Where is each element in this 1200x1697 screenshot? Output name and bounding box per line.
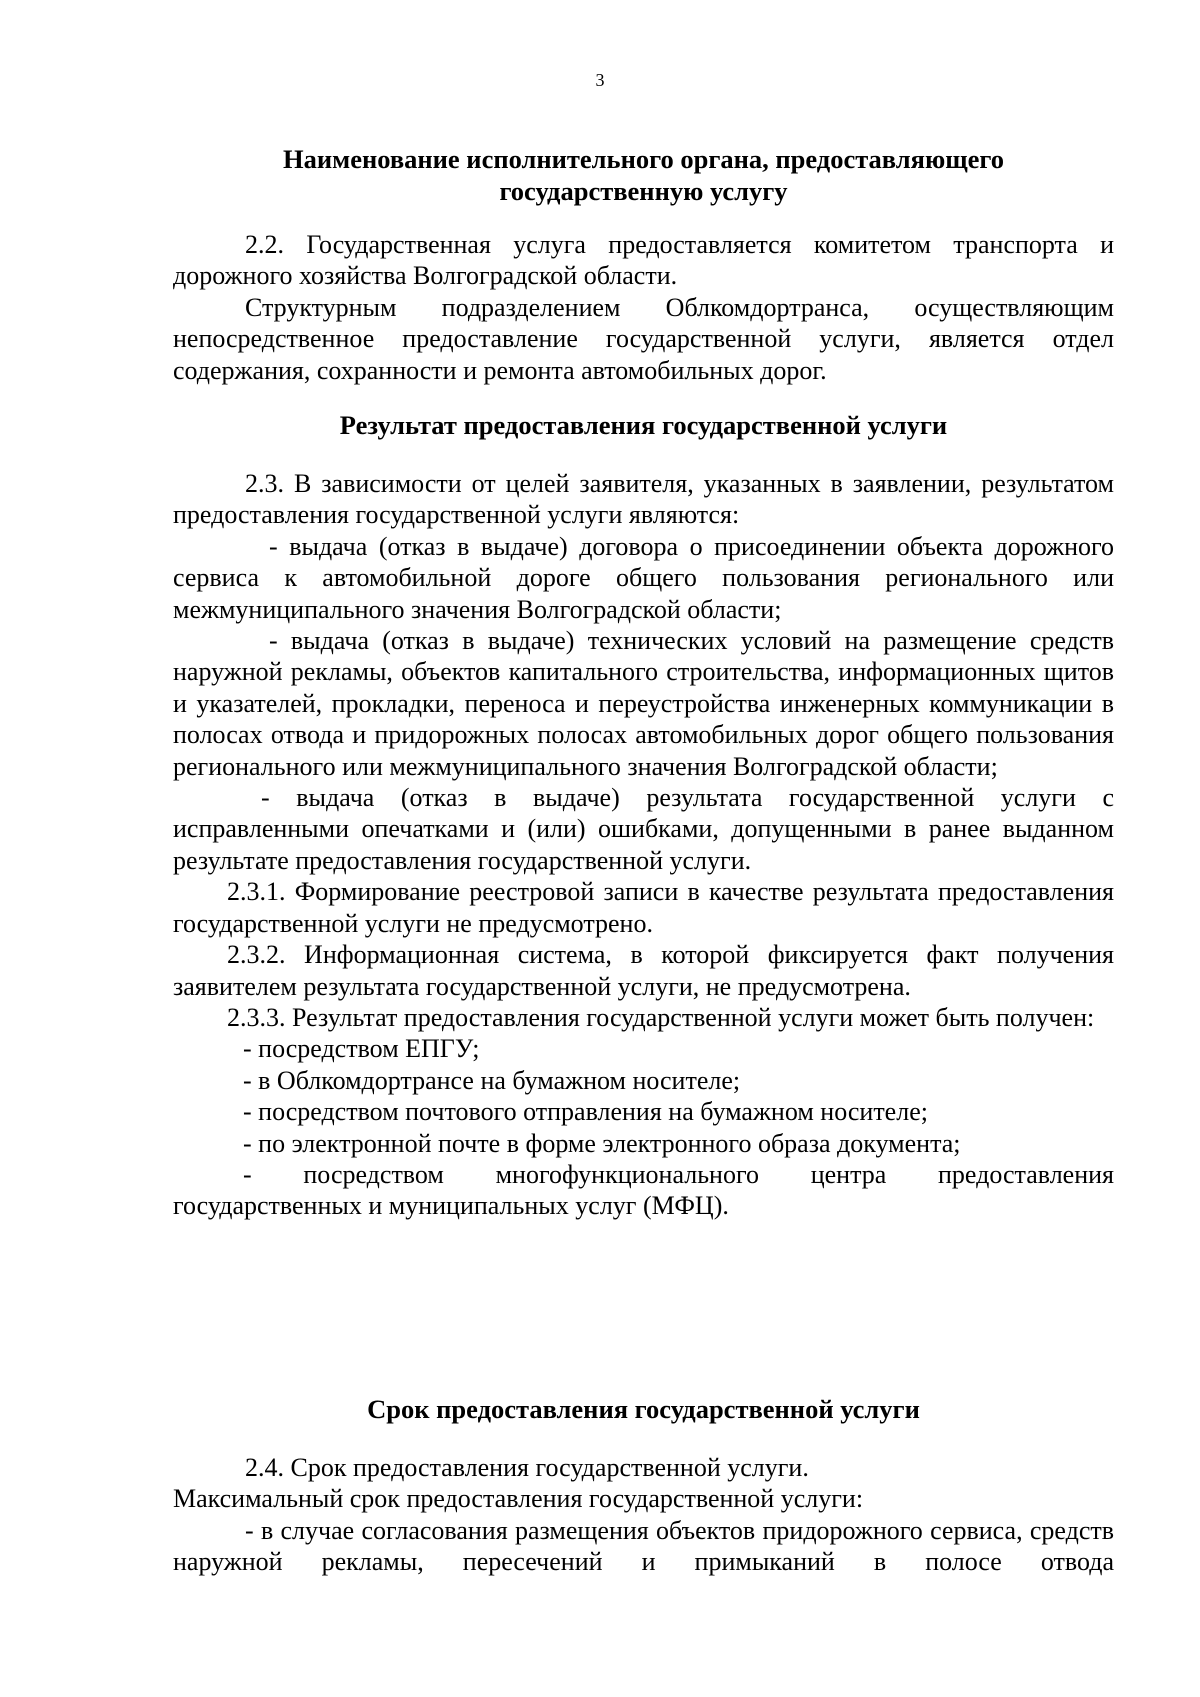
list-item-channel-1: - посредством ЕПГУ; <box>243 1034 480 1064</box>
list-item-channel-4: - по электронной почте в форме электронного образа документа; <box>243 1128 961 1158</box>
paragraph-2-3-1: 2.3.1. Формирование реестровой записи в качестве результата предоставления государственной услуги не предусмотрено. <box>173 877 1114 938</box>
section-body-result <box>173 468 1114 1222</box>
paragraph-2-3-3: 2.3.3. Результат предоставления государственной услуги может быть получен: <box>227 1002 1095 1032</box>
section-heading-executive-body <box>173 143 1114 207</box>
list-item-channel-2: - в Облкомдортрансе на бумажном носителе; <box>243 1065 741 1095</box>
section-body-executive-body <box>173 229 1114 386</box>
list-item-term-1: - в случае согласования размещения объектов придорожного сервиса, средств наружной рекламы, пересечений и примыканий в полосе отвода <box>173 1515 1114 1577</box>
list-item-channel-3: - посредством почтового отправления на бумажном носителе; <box>243 1097 928 1127</box>
paragraph-2-2-structural-unit: Структурным подразделением Облкомдортранса, осуществляющим непосредственное предоставление государственной услуги, является отдел содержания, сохранности и ремонта автомобильных дорог. <box>173 292 1114 385</box>
section-heading-term: Срок предоставления государственной услуги <box>367 1394 920 1424</box>
list-item-result-2: - выдача (отказ в выдаче) технических условий на размещение средств наружной рекламы, объектов капитального строительства, информационных щитов и указателей, прокладки, переноса и переустройства инженерных коммуникации в полосах отвода и придорожных полосах автомобильных дорог общего пользования регионального или межмуниципального значения Волгоградской области; <box>173 626 1114 781</box>
paragraph-2-2: 2.2. Государственная услуга предоставляется комитетом транспорта и дорожного хозяйства Волгоградской области. <box>173 230 1114 291</box>
page-number: 3 <box>595 70 605 90</box>
section-body-term <box>173 1452 1114 1578</box>
section-heading-line: государственную услугу <box>499 176 788 206</box>
list-item-result-3: - выдача (отказ в выдаче) результата государственной услуги с исправленными опечатками и (или) ошибками, допущенными в ранее выданном результате предоставления государственной услуги. <box>173 783 1114 875</box>
paragraph-2-3: 2.3. В зависимости от целей заявителя, указанных в заявлении, результатом предоставления государственной услуги являются: <box>173 469 1114 530</box>
section-heading-line: Наименование исполнительного органа, предоставляющего <box>283 144 1004 174</box>
paragraph-2-4: 2.4. Срок предоставления государственной услуги. <box>245 1453 809 1482</box>
paragraph-2-4-max-term: Максимальный срок предоставления государственной услуги: <box>173 1484 864 1514</box>
section-heading-result: Результат предоставления государственной услуги <box>339 410 948 440</box>
list-item-result-1: - выдача (отказ в выдаче) договора о присоединении объекта дорожного сервиса к автомобильной дороге общего пользования регионального или межмуниципального значения Волгоградской области; <box>173 531 1114 624</box>
list-item-channel-5: - посредством многофункционального центра предоставления государственных и муниципальных услуг (МФЦ). <box>173 1159 1114 1221</box>
paragraph-2-3-2: 2.3.2. Информационная система, в которой фиксируется факт получения заявителем результата государственной услуги, не предусмотрена. <box>173 940 1114 1001</box>
